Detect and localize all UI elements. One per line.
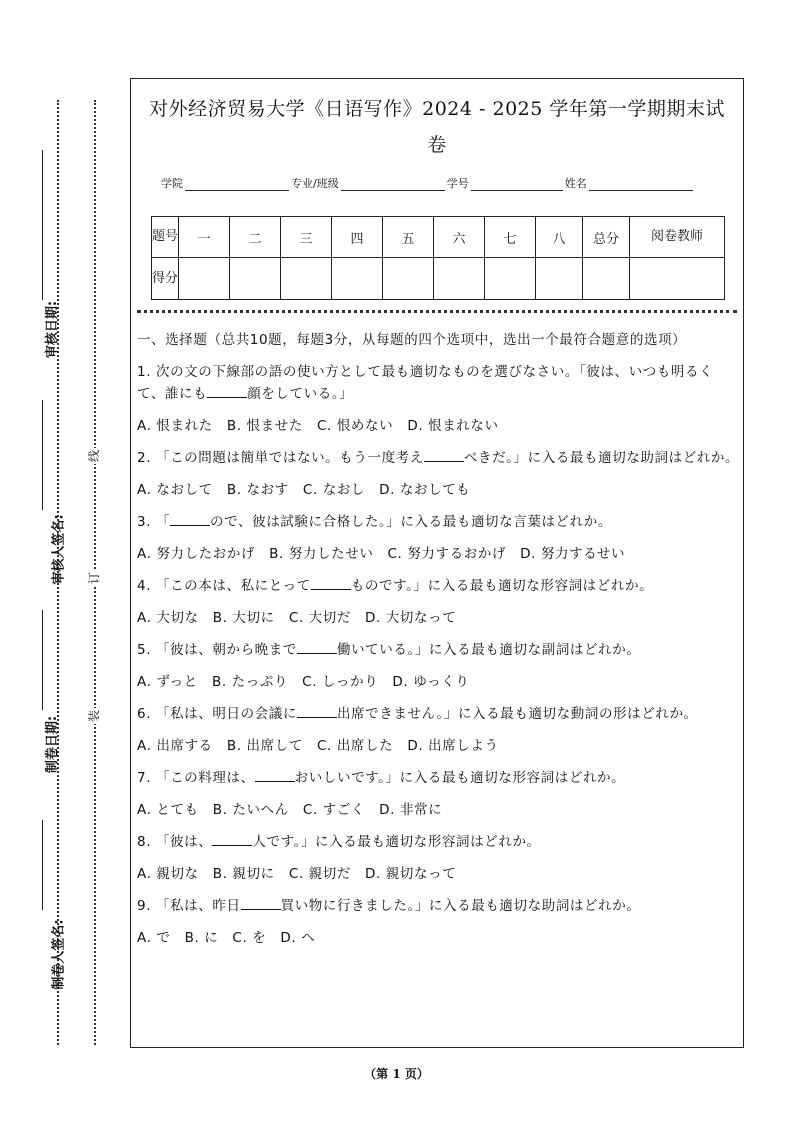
section-separator bbox=[137, 310, 737, 313]
score-col-5: 五 bbox=[383, 217, 434, 258]
question-3 bbox=[137, 511, 741, 533]
score-cell[interactable] bbox=[485, 258, 536, 300]
compile-date-label: 制卷日期: bbox=[45, 715, 61, 774]
score-col-8: 八 bbox=[536, 217, 583, 258]
question-1-options: A. 恨まれた B. 恨ませた C. 恨めない D. 恨まれない bbox=[137, 418, 499, 434]
exam-title-line1: 对外经济贸易大学《日语写作》2024 - 2025 学年第一学期期末试 bbox=[149, 98, 725, 120]
question-text: 5. 「彼は、朝から晩まで bbox=[137, 642, 297, 658]
question-4-options: A. 大切な B. 大切に C. 大切だ D. 大切なって bbox=[137, 610, 457, 626]
score-col-7: 七 bbox=[485, 217, 536, 258]
student-id-label: 学号 bbox=[446, 177, 469, 190]
score-col-1: 一 bbox=[179, 217, 230, 258]
question-7 bbox=[137, 767, 741, 789]
answer-blank bbox=[212, 831, 252, 846]
score-col-4: 四 bbox=[332, 217, 383, 258]
score-col-grader: 阅卷教师 bbox=[630, 217, 725, 258]
score-table-header-label: 题号 bbox=[152, 217, 179, 258]
seal-char-bind: 订 bbox=[86, 571, 101, 585]
question-3-options: A. 努力したおかげ B. 努力したせい C. 努力するおかげ D. 努力するせい bbox=[137, 546, 626, 562]
answer-blank bbox=[255, 767, 295, 782]
section-1-heading: 一、选择题（总共10题，每题3分，从每题的四个选项中，选出一个最符合题意的选项） bbox=[137, 332, 687, 348]
score-cell[interactable] bbox=[536, 258, 583, 300]
question-9-options: A. で B. に C. を D. へ bbox=[137, 930, 316, 946]
score-cell[interactable] bbox=[281, 258, 332, 300]
question-4 bbox=[137, 575, 741, 597]
question-5 bbox=[137, 639, 741, 661]
seal-char-line: 线 bbox=[86, 449, 101, 463]
seal-char-install: 装 bbox=[86, 709, 101, 723]
compiler-signature-label: 制卷人签名: bbox=[51, 919, 67, 990]
question-8 bbox=[137, 831, 741, 853]
question-7-options: A. とても B. たいへん C. すごく D. 非常に bbox=[137, 802, 443, 818]
compile-date-field bbox=[42, 610, 43, 710]
score-cell[interactable] bbox=[383, 258, 434, 300]
question-text-after-blank: ものです。」に入る最も適切な形容詞はどれか。 bbox=[350, 578, 654, 594]
answer-blank bbox=[297, 703, 337, 718]
answer-blank bbox=[207, 383, 247, 398]
score-cell[interactable] bbox=[230, 258, 281, 300]
question-text: 9. 「私は、昨日 bbox=[137, 898, 241, 914]
exam-title-line2: 卷 bbox=[427, 134, 447, 156]
score-cell[interactable] bbox=[332, 258, 383, 300]
student-info-line bbox=[161, 175, 721, 191]
review-date-label: 审核日期: bbox=[45, 300, 61, 359]
question-text-after-blank: おいしいです。」に入る最も適切な形容詞はどれか。 bbox=[294, 770, 626, 786]
question-1 bbox=[137, 361, 741, 405]
college-field[interactable] bbox=[185, 178, 289, 191]
name-field[interactable] bbox=[589, 178, 693, 191]
question-text: 4. 「この本は、私にとって bbox=[137, 578, 311, 594]
question-5-options: A. ずっと B. たっぷり C. しっかり D. ゆっくり bbox=[137, 674, 470, 690]
student-id-field[interactable] bbox=[471, 178, 563, 191]
question-text: 3. 「 bbox=[137, 514, 171, 530]
name-label: 姓名 bbox=[564, 177, 587, 190]
question-8-options: A. 親切な B. 親切に C. 親切だ D. 親切なって bbox=[137, 866, 457, 882]
question-text-after-blank: べきだ。」に入る最も適切な助詞はどれか。 bbox=[463, 450, 740, 466]
question-6-options: A. 出席する B. 出席して C. 出席した D. 出席しよう bbox=[137, 738, 499, 754]
major-label: 专业/班级 bbox=[291, 177, 339, 190]
question-list bbox=[137, 361, 741, 949]
score-col-total: 总分 bbox=[583, 217, 630, 258]
question-text: 6. 「私は、明日の会議に bbox=[137, 706, 297, 722]
score-table bbox=[151, 216, 725, 300]
score-cell[interactable] bbox=[583, 258, 630, 300]
college-label: 学院 bbox=[161, 177, 183, 190]
answer-blank bbox=[424, 447, 464, 462]
question-text: 7. 「この料理は、 bbox=[137, 770, 255, 786]
question-text-after-blank: 出席できません。」に入る最も適切な動詞の形はどれか。 bbox=[336, 706, 698, 722]
question-text-after-blank: 買い物に行きました。」に入る最も適切な助詞はどれか。 bbox=[280, 898, 641, 914]
question-text-after-blank: 人です。」に入る最も適切な形容詞はどれか。 bbox=[252, 834, 541, 850]
reviewer-signature-field bbox=[42, 400, 43, 510]
score-col-3: 三 bbox=[281, 217, 332, 258]
compiler-signature-field bbox=[42, 820, 43, 910]
score-cell[interactable] bbox=[434, 258, 485, 300]
answer-blank bbox=[311, 575, 351, 590]
question-text: 2. 「この問題は簡単ではない。もう一度考え bbox=[137, 450, 424, 466]
question-9 bbox=[137, 895, 741, 917]
question-6 bbox=[137, 703, 741, 725]
question-text-after-blank: ので、彼は試験に合格した。」に入る最も適切な言葉はどれか。 bbox=[210, 514, 612, 530]
answer-blank bbox=[170, 511, 210, 526]
score-table-row-label: 得分 bbox=[152, 258, 179, 300]
question-2 bbox=[137, 447, 741, 469]
answer-blank bbox=[297, 639, 337, 654]
page-number: （第 1 页） bbox=[364, 1067, 429, 1081]
exam-title bbox=[131, 91, 743, 163]
answer-blank bbox=[241, 895, 281, 910]
question-text-after-blank: 働いている。」に入る最も適切な副詞はどれか。 bbox=[336, 642, 641, 658]
major-field[interactable] bbox=[341, 178, 445, 191]
score-col-6: 六 bbox=[434, 217, 485, 258]
score-cell[interactable] bbox=[630, 258, 725, 300]
question-text: 1. 次の文の下線部の語の使い方として最も適切なものを選びなさい。「彼は、いつも明るくて、誰にも bbox=[137, 364, 714, 402]
question-text: 8. 「彼は、 bbox=[137, 834, 213, 850]
section-1 bbox=[137, 329, 741, 959]
review-date-field bbox=[42, 150, 43, 300]
score-col-2: 二 bbox=[230, 217, 281, 258]
question-text-after-blank: 顔をしている。」 bbox=[247, 386, 354, 402]
question-2-options: A. なおして B. なおす C. なおし D. なおしても bbox=[137, 482, 471, 498]
exam-frame bbox=[130, 78, 744, 1048]
score-cell[interactable] bbox=[179, 258, 230, 300]
reviewer-signature-label: 审核人签名: bbox=[51, 514, 67, 585]
